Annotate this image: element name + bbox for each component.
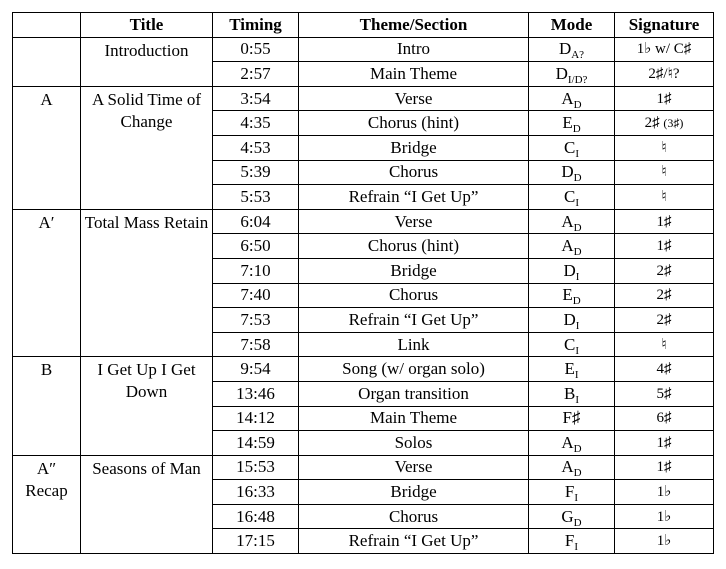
key-signature: 1♯ xyxy=(656,459,672,476)
mode-cell xyxy=(529,332,615,357)
signature-cell xyxy=(615,185,714,210)
theme-cell: Refrain “I Get Up” xyxy=(299,529,529,554)
section-label: A xyxy=(13,86,81,209)
header-timing: Timing xyxy=(213,13,299,38)
song-structure-table-container xyxy=(12,12,714,554)
theme-cell: Verse xyxy=(299,86,529,111)
theme-cell: Chorus (hint) xyxy=(299,234,529,259)
mode-cell xyxy=(529,381,615,406)
mode-qualifier: I xyxy=(574,492,579,505)
header-row xyxy=(13,13,714,38)
timing-cell: 7:40 xyxy=(213,283,299,308)
mode-key: A xyxy=(561,432,574,452)
section-label: B xyxy=(13,357,81,455)
theme-cell: Chorus (hint) xyxy=(299,111,529,136)
signature-cell xyxy=(615,406,714,431)
mode-qualifier: D xyxy=(573,467,582,480)
theme-cell: Link xyxy=(299,332,529,357)
header-section xyxy=(13,13,81,38)
mode-cell xyxy=(529,357,615,382)
mode-cell xyxy=(529,455,615,480)
signature-cell xyxy=(615,86,714,111)
timing-cell: 14:59 xyxy=(213,431,299,456)
timing-cell: 4:53 xyxy=(213,135,299,160)
section-label: A′ xyxy=(13,209,81,357)
mode-key: C xyxy=(563,186,576,206)
mode-qualifier: D xyxy=(573,172,582,185)
timing-cell: 16:48 xyxy=(213,504,299,529)
table-row xyxy=(13,37,714,62)
timing-cell: 3:54 xyxy=(213,86,299,111)
mode-key: D xyxy=(563,260,576,280)
mode-qualifier: A? xyxy=(571,49,585,62)
signature-cell xyxy=(615,455,714,480)
mode-cell xyxy=(529,111,615,136)
mode-cell xyxy=(529,283,615,308)
theme-cell: Chorus xyxy=(299,160,529,185)
mode-cell xyxy=(529,406,615,431)
song-structure-table xyxy=(12,12,714,554)
mode-qualifier: I/D? xyxy=(567,73,588,86)
key-signature: 6♯ xyxy=(656,410,672,427)
mode-cell xyxy=(529,504,615,529)
mode-cell xyxy=(529,185,615,210)
mode-key: A xyxy=(561,211,574,231)
signature-cell xyxy=(615,381,714,406)
signature-cell xyxy=(615,258,714,283)
mode-key: D xyxy=(561,162,574,182)
timing-cell: 7:53 xyxy=(213,308,299,333)
mode-key: C xyxy=(563,334,576,354)
mode-key: D xyxy=(555,63,568,83)
mode-cell xyxy=(529,209,615,234)
signature-cell xyxy=(615,111,714,136)
signature-cell xyxy=(615,504,714,529)
mode-key: D xyxy=(558,39,572,59)
mode-qualifier: D xyxy=(573,442,582,455)
timing-cell: 2:57 xyxy=(213,62,299,87)
key-signature: 1♯ xyxy=(656,238,672,255)
section-title: Seasons of Man xyxy=(81,455,213,553)
mode-cell xyxy=(529,86,615,111)
mode-key: E xyxy=(562,113,573,133)
key-signature: 1♭ xyxy=(656,508,672,525)
timing-cell: 16:33 xyxy=(213,480,299,505)
timing-cell: 9:54 xyxy=(213,357,299,382)
theme-cell: Chorus xyxy=(299,283,529,308)
mode-qualifier: I xyxy=(575,270,580,283)
key-signature: 1♯ xyxy=(656,213,672,230)
table-body xyxy=(13,37,714,553)
mode-qualifier: D xyxy=(572,295,581,308)
timing-cell: 5:39 xyxy=(213,160,299,185)
mode-cell xyxy=(529,258,615,283)
theme-cell: Main Theme xyxy=(299,406,529,431)
signature-cell xyxy=(615,431,714,456)
mode-key: C xyxy=(563,137,576,157)
theme-cell: Organ transition xyxy=(299,381,529,406)
mode-key: A xyxy=(561,236,574,256)
mode-qualifier: I xyxy=(575,319,580,332)
mode-qualifier: D xyxy=(573,98,582,111)
timing-cell: 17:15 xyxy=(213,529,299,554)
mode-qualifier: I xyxy=(574,369,579,382)
section-title: Introduction xyxy=(81,37,213,86)
mode-qualifier: D xyxy=(573,516,582,529)
signature-cell xyxy=(615,357,714,382)
signature-cell xyxy=(615,160,714,185)
mode-qualifier: I xyxy=(575,196,579,209)
header-title: Title xyxy=(81,13,213,38)
theme-cell: Bridge xyxy=(299,258,529,283)
key-signature: 1♭ w/ C♯ xyxy=(636,41,692,58)
mode-cell xyxy=(529,234,615,259)
mode-qualifier: D xyxy=(573,246,582,259)
key-signature: ♮ xyxy=(661,139,667,156)
timing-cell: 6:04 xyxy=(213,209,299,234)
theme-cell: Chorus xyxy=(299,504,529,529)
timing-cell: 13:46 xyxy=(213,381,299,406)
theme-cell: Main Theme xyxy=(299,62,529,87)
key-signature: ♮ xyxy=(661,188,667,205)
mode-qualifier: D xyxy=(572,123,581,136)
key-signature: 5♯ xyxy=(656,385,672,402)
theme-cell: Intro xyxy=(299,37,529,62)
timing-cell: 14:12 xyxy=(213,406,299,431)
mode-key: A xyxy=(561,457,574,477)
mode-cell xyxy=(529,135,615,160)
timing-cell: 7:10 xyxy=(213,258,299,283)
mode-key: F xyxy=(564,531,575,551)
mode-cell xyxy=(529,431,615,456)
key-signature: 4♯ xyxy=(656,361,672,378)
mode-qualifier: I xyxy=(575,147,579,160)
signature-cell xyxy=(615,37,714,62)
key-signature: 2♯/♮? xyxy=(648,65,680,82)
mode-key: B xyxy=(563,383,576,403)
signature-cell xyxy=(615,234,714,259)
key-signature: ♮ xyxy=(661,164,667,181)
mode-cell xyxy=(529,62,615,87)
signature-cell xyxy=(615,135,714,160)
signature-cell xyxy=(615,332,714,357)
signature-cell xyxy=(615,308,714,333)
mode-key: F xyxy=(564,482,575,502)
key-signature: 1♭ xyxy=(656,484,672,501)
theme-cell: Song (w/ organ solo) xyxy=(299,357,529,382)
mode-cell xyxy=(529,37,615,62)
signature-note: (3♯) xyxy=(663,116,684,131)
key-signature: 2♯ xyxy=(656,311,672,328)
theme-cell: Solos xyxy=(299,431,529,456)
key-signature: 2♯ xyxy=(656,287,672,304)
timing-cell: 0:55 xyxy=(213,37,299,62)
section-label: A″ Recap xyxy=(13,455,81,553)
theme-cell: Bridge xyxy=(299,480,529,505)
mode-key: F♯ xyxy=(562,408,581,428)
timing-cell: 15:53 xyxy=(213,455,299,480)
mode-cell xyxy=(529,529,615,554)
mode-qualifier: I xyxy=(575,344,579,357)
mode-key: E xyxy=(564,359,575,379)
signature-cell xyxy=(615,480,714,505)
mode-qualifier: I xyxy=(574,541,579,554)
header-mode: Mode xyxy=(529,13,615,38)
mode-qualifier: I xyxy=(575,393,579,406)
key-signature: 1♯ xyxy=(656,434,672,451)
mode-key: E xyxy=(562,285,573,305)
timing-cell: 4:35 xyxy=(213,111,299,136)
section-label xyxy=(13,37,81,86)
mode-cell xyxy=(529,480,615,505)
signature-cell xyxy=(615,209,714,234)
mode-key: D xyxy=(563,309,576,329)
theme-cell: Verse xyxy=(299,209,529,234)
theme-cell: Refrain “I Get Up” xyxy=(299,308,529,333)
theme-cell: Verse xyxy=(299,455,529,480)
table-row xyxy=(13,357,714,382)
key-signature: 1♭ xyxy=(656,533,672,550)
mode-cell xyxy=(529,160,615,185)
mode-qualifier: D xyxy=(573,221,582,234)
section-title: I Get Up I Get Down xyxy=(81,357,213,455)
timing-cell: 6:50 xyxy=(213,234,299,259)
key-signature: ♮ xyxy=(661,336,667,353)
table-row xyxy=(13,209,714,234)
signature-cell xyxy=(615,283,714,308)
key-signature: 2♯ xyxy=(644,115,660,132)
key-signature: 1♯ xyxy=(656,90,672,107)
timing-cell: 5:53 xyxy=(213,185,299,210)
table-row xyxy=(13,86,714,111)
signature-cell xyxy=(615,62,714,87)
theme-cell: Bridge xyxy=(299,135,529,160)
table-row xyxy=(13,455,714,480)
mode-cell xyxy=(529,308,615,333)
key-signature: 2♯ xyxy=(656,262,672,279)
signature-cell xyxy=(615,529,714,554)
section-title: Total Mass Retain xyxy=(81,209,213,357)
header-signature: Signature xyxy=(615,13,714,38)
section-title: A Solid Time of Change xyxy=(81,86,213,209)
mode-key: A xyxy=(561,88,574,108)
header-theme-section: Theme/Section xyxy=(299,13,529,38)
mode-key: G xyxy=(561,506,574,526)
timing-cell: 7:58 xyxy=(213,332,299,357)
theme-cell: Refrain “I Get Up” xyxy=(299,185,529,210)
